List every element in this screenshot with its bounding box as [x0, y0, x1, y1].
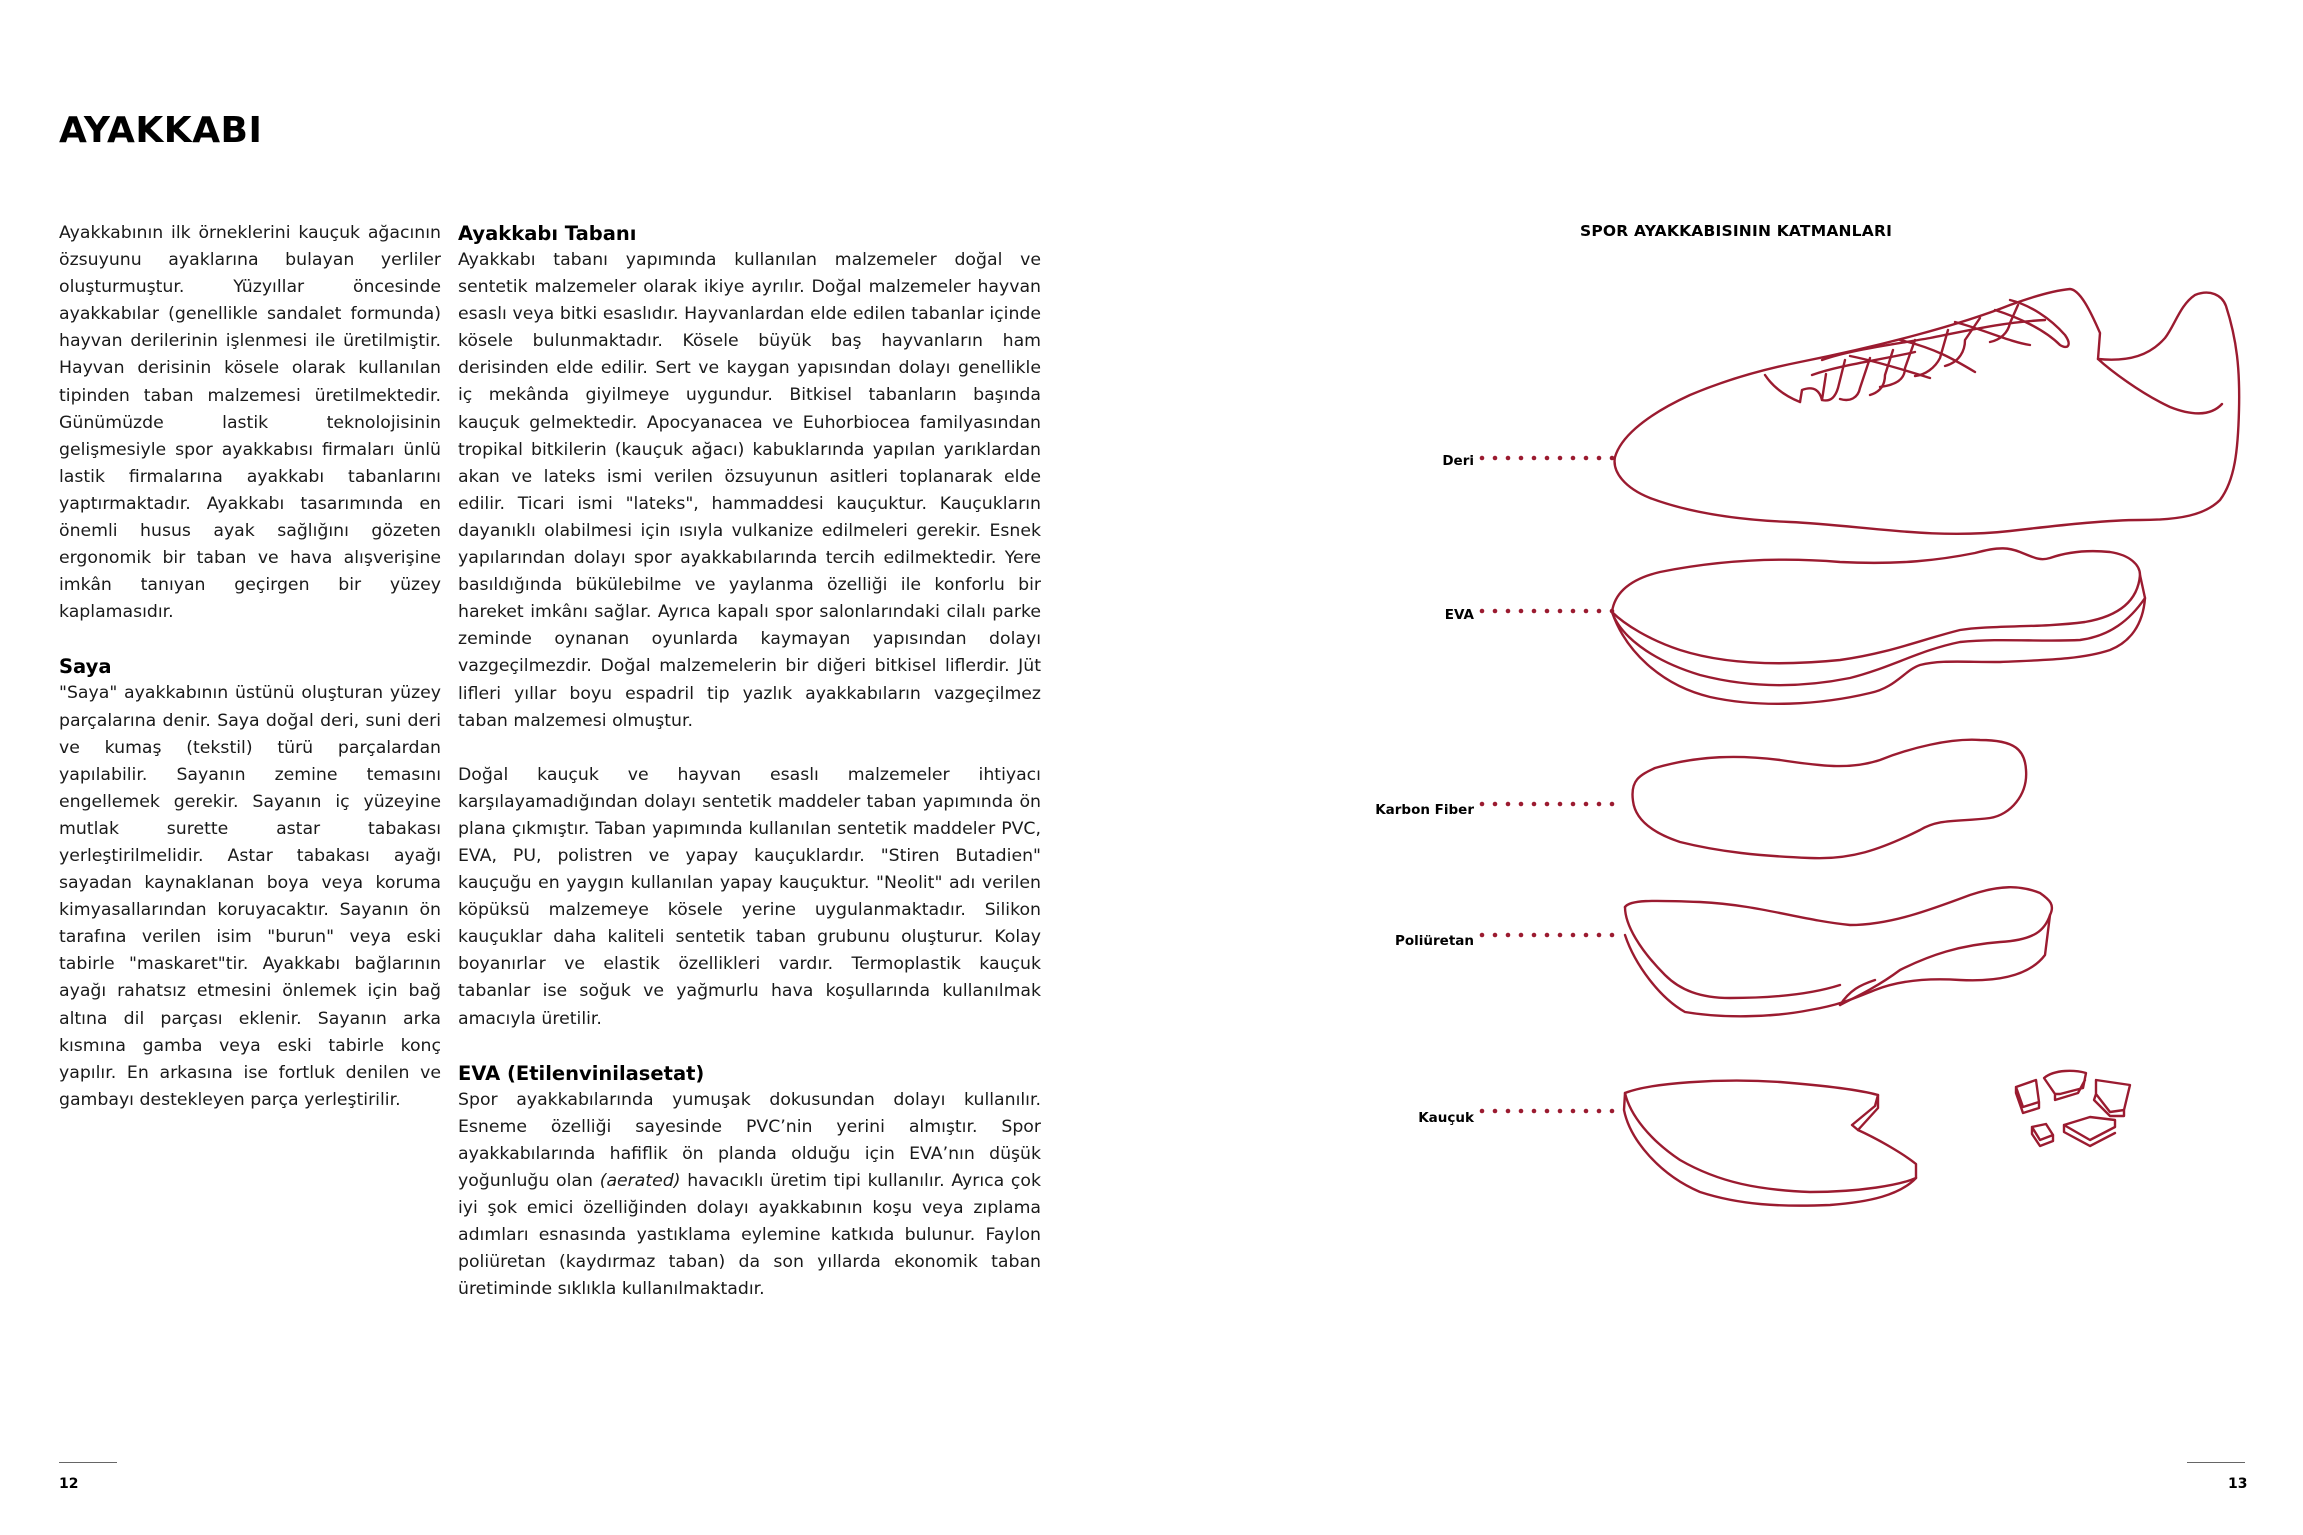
leader-dot [1480, 802, 1485, 807]
leader-dot [1480, 456, 1485, 461]
footer-rule-left [59, 1462, 117, 1463]
figure-title: SPOR AYAKKABISININ KATMANLARI [1580, 222, 1893, 240]
leader-dot [1571, 1109, 1576, 1114]
shoe-upper-deri [1615, 289, 2240, 534]
leader-dot [1571, 609, 1576, 614]
leader-dot [1610, 456, 1615, 461]
taban-paragraph: Ayakkabı tabanı yapımında kullanılan malzemeler doğal ve sentetik malzemeler olarak ikiye ayrılır. Doğal malzemeler hayvan esaslı veya bitki esaslıdır. Hayvanlardan elde edilen tabanlar içinde kösele bulunmaktadır. Kösele büyük baş hayvanların ham derisinden elde edilir. Sert ve kaygan yapısından dolayı genellikle iç mekânda giyilmeye uygundur. Bitkisel tabanların başında kauçuk gelmektedir. Apocyanacea ve Euhorbiocea familyasından tropikal bitkilerin (kauçuk ağacı) kabuklarında yapılan yarıklardan akan ve lateks ismi verilen özsuyunun asitleri toplanarak elde edilir. Ticari ismi "lateks", hammaddesi kauçuktur. Kauçukların dayanıklı olabilmesi için ısıyla vulkanize edilmeleri gerekir. Esnek yapılarından dolayı spor ayakkabılarında tercih edilmektedir. Yere basıldığında bükülebilme ve yaylanma özelliği ile konforlu bir hareket imkânı sağlar. Ayrıca kapalı spor salonlarındaki cilalı parke zeminde oynanan oyunlarda kaymayan yapısından dolayı vazgeçilmezdir. Doğal malzemelerin bir diğeri bitkisel liflerdir. Jüt lifleri yıllar boyu espadril tip yazlık ayakkabıların vazgeçilmez taban malzemesi olmuştur. [458, 250, 1041, 731]
intro-paragraph: Ayakkabının ilk örneklerini kauçuk ağacının özsuyunu ayaklarına bulayan yerliler oluşturmuştur. Yüzyıllar öncesinde ayakkabılar (genellikle sandalet formunda) hayvan derilerinin işlenmesi ile üretilmiştir. Hayvan derisinin kösele olarak kullanılan tipinden taban malzemesi üretilmektedir. Günümüzde lastik teknolojisinin gelişmesiyle spor ayakkabısı firmaları ünlü lastik firmalarına ayakkabı tabanlarını yaptırmaktadır. Ayakkabı tasarımında en önemli husus ayak sağlığını gözeten ergonomik bir taban ve hava alışverişine imkân tanıyan geçirgen bir yüzey kaplamasıdır. [59, 223, 441, 623]
leader-dot [1584, 456, 1589, 461]
leader-dot [1584, 609, 1589, 614]
leader-dot [1506, 1109, 1511, 1114]
leader-dots-eva [1480, 609, 1615, 614]
page-number-left: 12 [59, 1476, 79, 1492]
leader-dot [1610, 609, 1615, 614]
layer-label-deri: Deri [1442, 453, 1474, 469]
kaucuk-sole [1624, 1081, 1916, 1206]
leader-dot [1597, 609, 1602, 614]
leader-dot [1558, 609, 1563, 614]
leader-dot [1545, 933, 1550, 938]
leader-dot [1506, 933, 1511, 938]
taban-heading: Ayakkabı Tabanı [458, 222, 637, 245]
leader-dot [1493, 802, 1498, 807]
leader-dot [1571, 802, 1576, 807]
leader-dot [1545, 802, 1550, 807]
leader-dot [1480, 1109, 1485, 1114]
leader-dot [1558, 456, 1563, 461]
eva-italic-term: (aerated) [599, 1170, 681, 1191]
leader-dot [1610, 1109, 1615, 1114]
leader-dot [1571, 456, 1576, 461]
leader-dot [1519, 933, 1524, 938]
leader-dot [1597, 802, 1602, 807]
leader-dot [1597, 1109, 1602, 1114]
layer-label-kaucuk: Kauçuk [1418, 1110, 1474, 1126]
eva-text-2: havacıklı üretim tipi kullanılır. Ayrıca çok iyi şok emici özelliğinden dolayı ayakkabının koşu veya zıplama adımları esnasında yastıklama eylemine katkıda bulunur. Faylon poliüretan (kaydırmaz taban) da son yıllarda ekonomik taban üretiminde sıklıkla kullanılmaktadır. [458, 1170, 1042, 1300]
leader-dot [1506, 802, 1511, 807]
leader-dot [1506, 456, 1511, 461]
leader-dot [1519, 802, 1524, 807]
leader-dots-poliuretan [1480, 933, 1615, 938]
leader-dot [1519, 456, 1524, 461]
page-number-right: 13 [2228, 1476, 2248, 1492]
leader-dot [1493, 933, 1498, 938]
leader-dot [1493, 456, 1498, 461]
leader-dot [1506, 609, 1511, 614]
leader-dots-deri [1480, 456, 1615, 461]
footer-rule-right [2187, 1462, 2245, 1463]
eva-text-1: Spor ayakkabılarında yumuşak dokusundan dolayı kullanılır. Esneme özelliği sayesinde PVC’nin yerini almıştır. Spor ayakkabılarında hafiflik ön planda olduğu için EVA’nın düşük yoğunluğu olan [458, 1089, 1041, 1191]
leader-dot [1610, 933, 1615, 938]
page-title: AYAKKABI [59, 110, 263, 151]
leader-dot [1610, 802, 1615, 807]
leader-dot [1597, 933, 1602, 938]
leader-dot [1480, 609, 1485, 614]
leader-dot [1532, 802, 1537, 807]
leader-dot [1597, 456, 1602, 461]
leader-dot [1519, 609, 1524, 614]
left-column [59, 220, 441, 1114]
layer-label-poliuretan: Poliüretan [1394, 933, 1474, 949]
leader-dot [1558, 1109, 1563, 1114]
kaucuk-crumbs [2016, 1071, 2130, 1146]
leader-dot [1584, 933, 1589, 938]
poliuretan-sole [1625, 887, 2052, 1016]
leader-dot [1558, 802, 1563, 807]
leader-dot [1493, 609, 1498, 614]
layer-label-karbon-fiber: Karbon Fiber [1375, 802, 1474, 818]
leader-dot [1519, 1109, 1524, 1114]
eva-heading: EVA (Etilenvinilasetat) [458, 1061, 705, 1085]
leader-dot [1584, 1109, 1589, 1114]
leader-dots-karbon [1480, 802, 1615, 807]
leader-dot [1532, 933, 1537, 938]
eva-midsole [1612, 548, 2145, 703]
leader-dot [1545, 609, 1550, 614]
leader-dot [1571, 933, 1576, 938]
layer-label-eva: EVA [1444, 607, 1474, 623]
eva-paragraph [458, 1087, 1041, 1304]
leader-dot [1545, 456, 1550, 461]
leader-dot [1584, 802, 1589, 807]
leader-dot [1532, 609, 1537, 614]
sentetik-paragraph: Doğal kauçuk ve hayvan esaslı malzemeler ihtiyacı karşılayamadığından dolayı sentetik maddeler taban yapımında ön plana çıkmıştır. Taban yapımında kullanılan sentetik maddeler PVC, EVA, PU, polistren ve yapay kauçuklardır. "Stiren Butadien" kauçuğu en yaygın kullanılan yapay kauçuktur. "Neolit" adı verilen köpüksü malzemeye kösele yerine uygulanmaktadır. Silikon kauçuklar daha kaliteli sentetik taban grubunu oluşturur. Kolay boyanırlar ve elastik özellikleri vardır. Termoplastik kauçuk tabanlar ise soğuk ve yağmurlu hava koşullarında kullanılmak amacıyla üretilir. [458, 764, 1041, 1029]
leader-dot [1532, 456, 1537, 461]
leader-dot [1532, 1109, 1537, 1114]
middle-column [458, 220, 1041, 1303]
saya-heading: Saya [59, 655, 112, 679]
karbon-fiber-plate [1632, 740, 2026, 859]
leader-dot [1558, 933, 1563, 938]
saya-paragraph: "Saya" ayakkabının üstünü oluşturan yüzey parçalarına denir. Saya doğal deri, suni deri ve kumaş (tekstil) türü parçalardan yapılabilir. Sayanın zemine temasını engellemek gerekir. Sayanın iç yüzeyine mutlak surette astar tabakası yerleştirilmelidir. Astar tabakası ayağı sayadan kaynaklanan boya veya koruma kimyasallarından koruyacaktır. Sayanın ön tarafına verilen isim "burun" veya eski tabirle "maskaret"tir. Ayakkabı bağlarının ayağı rahatsız etmesini önlemek için bağ altına dil parçası eklenir. Sayanın arka kısmına gamba veya eski tabirle konç yapılır. En arkasına ise fortluk denilen ve gambayı destekleyen parça yerleştirilir. [59, 683, 441, 1110]
leader-dot [1493, 1109, 1498, 1114]
leader-dots-kaucuk [1480, 1109, 1615, 1114]
leader-dot [1545, 1109, 1550, 1114]
leader-dot [1480, 933, 1485, 938]
